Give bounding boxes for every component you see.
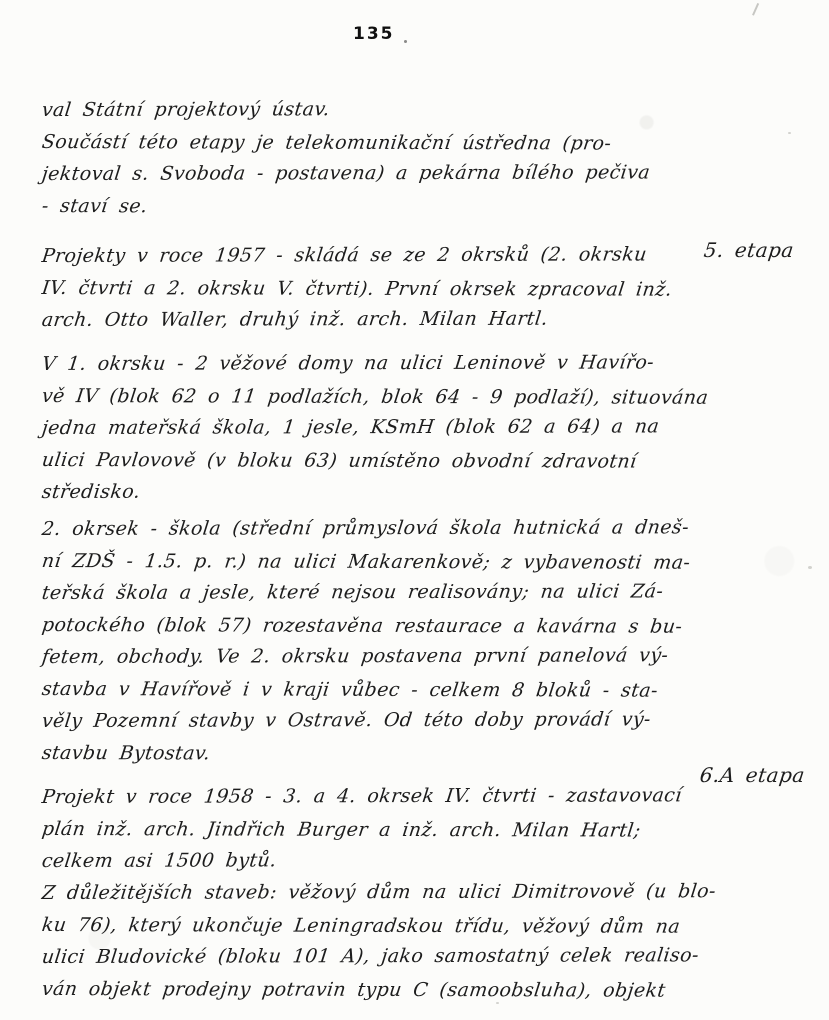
margin-note-etapa-6a: 6.A etapa xyxy=(698,763,807,787)
text-line: Projekt v roce 1958 - 3. a 4. okrsek IV. čtvrti - zastavovací xyxy=(40,784,684,808)
text-line: teřská škola a jesle, které nejsou realisovány; na ulici Zá- xyxy=(40,580,665,604)
text-line: ulici Pavlovově (v bloku 63) umístěno obvodní zdravotní xyxy=(40,449,639,473)
text-line: arch. Otto Waller, druhý inž. arch. Milan Hartl. xyxy=(40,307,550,331)
paragraph xyxy=(40,877,730,1005)
paragraph xyxy=(40,513,730,769)
text-line: Z důležitějších staveb: věžový dům na ulici Dimitrovově (u blo- xyxy=(40,880,718,904)
text-line: Součástí této etapy je telekomunikační ústředna (pro- xyxy=(40,131,613,155)
text-line: ulici Bludovické (bloku 101 A), jako samostatný celek realiso- xyxy=(40,944,701,968)
page-number: 135 xyxy=(353,24,395,44)
scan-speck xyxy=(788,132,791,134)
text-line: potockého (blok 57) rozestavěna restaurace a kavárna s bu- xyxy=(40,614,684,638)
paragraph xyxy=(40,94,730,222)
text-line: ku 76), který ukončuje Leningradskou třídu, věžový dům na xyxy=(40,914,682,938)
text-line: 2. okrsek - škola (střední průmyslová škola hutnická a dneš- xyxy=(40,516,691,540)
scan-speck xyxy=(808,566,812,569)
text-line: věly Pozemní stavby v Ostravě. Od této doby provádí vý- xyxy=(40,708,653,732)
paragraph xyxy=(40,240,730,336)
paragraph xyxy=(40,781,730,877)
handwritten-text xyxy=(40,94,730,1005)
text-line: IV. čtvrti a 2. okrsku V. čtvrti). První okrsek zpracoval inž. xyxy=(40,277,674,301)
text-line: stavba v Havířově i v kraji vůbec - celkem 8 bloků - sta- xyxy=(40,678,660,702)
text-line: vě IV (blok 62 o 11 podlažích, blok 64 - 9 podlaží), situována xyxy=(40,385,710,409)
text-line: val Státní projektový ústav. xyxy=(40,98,332,122)
text-line: celkem asi 1500 bytů. xyxy=(40,849,278,872)
ink-speck xyxy=(404,40,407,43)
text-line: Projekty v roce 1957 - skládá se ze 2 okrsků (2. okrsku xyxy=(40,243,649,268)
margin-note-etapa-5: 5. etapa xyxy=(702,238,796,262)
text-line: plán inž. arch. Jindřich Burger a inž. arch. Milan Hartl; xyxy=(40,818,643,842)
corner-pen-mark xyxy=(744,0,759,16)
text-line: ní ZDŠ - 1.5. p. r.) na ulici Makarenkově; z vybavenosti ma- xyxy=(40,550,692,574)
text-line: - staví se. xyxy=(40,195,149,218)
paragraph xyxy=(40,348,730,508)
text-line: jedna mateřská škola, 1 jesle, KSmH (blok 62 a 64) a na xyxy=(40,415,661,439)
text-line: jektoval s. Svoboda - postavena) a pekárna bílého pečiva xyxy=(40,161,652,186)
text-line: středisko. xyxy=(40,480,142,503)
text-line: stavbu Bytostav. xyxy=(40,742,212,765)
text-line: fetem, obchody. Ve 2. okrsku postavena první panelová vý- xyxy=(40,644,670,668)
text-line: ván objekt prodejny potravin typu C (samoobsluha), objekt xyxy=(40,978,667,1002)
text-line: V 1. okrsku - 2 věžové domy na ulici Leninově v Havířo- xyxy=(40,351,656,376)
